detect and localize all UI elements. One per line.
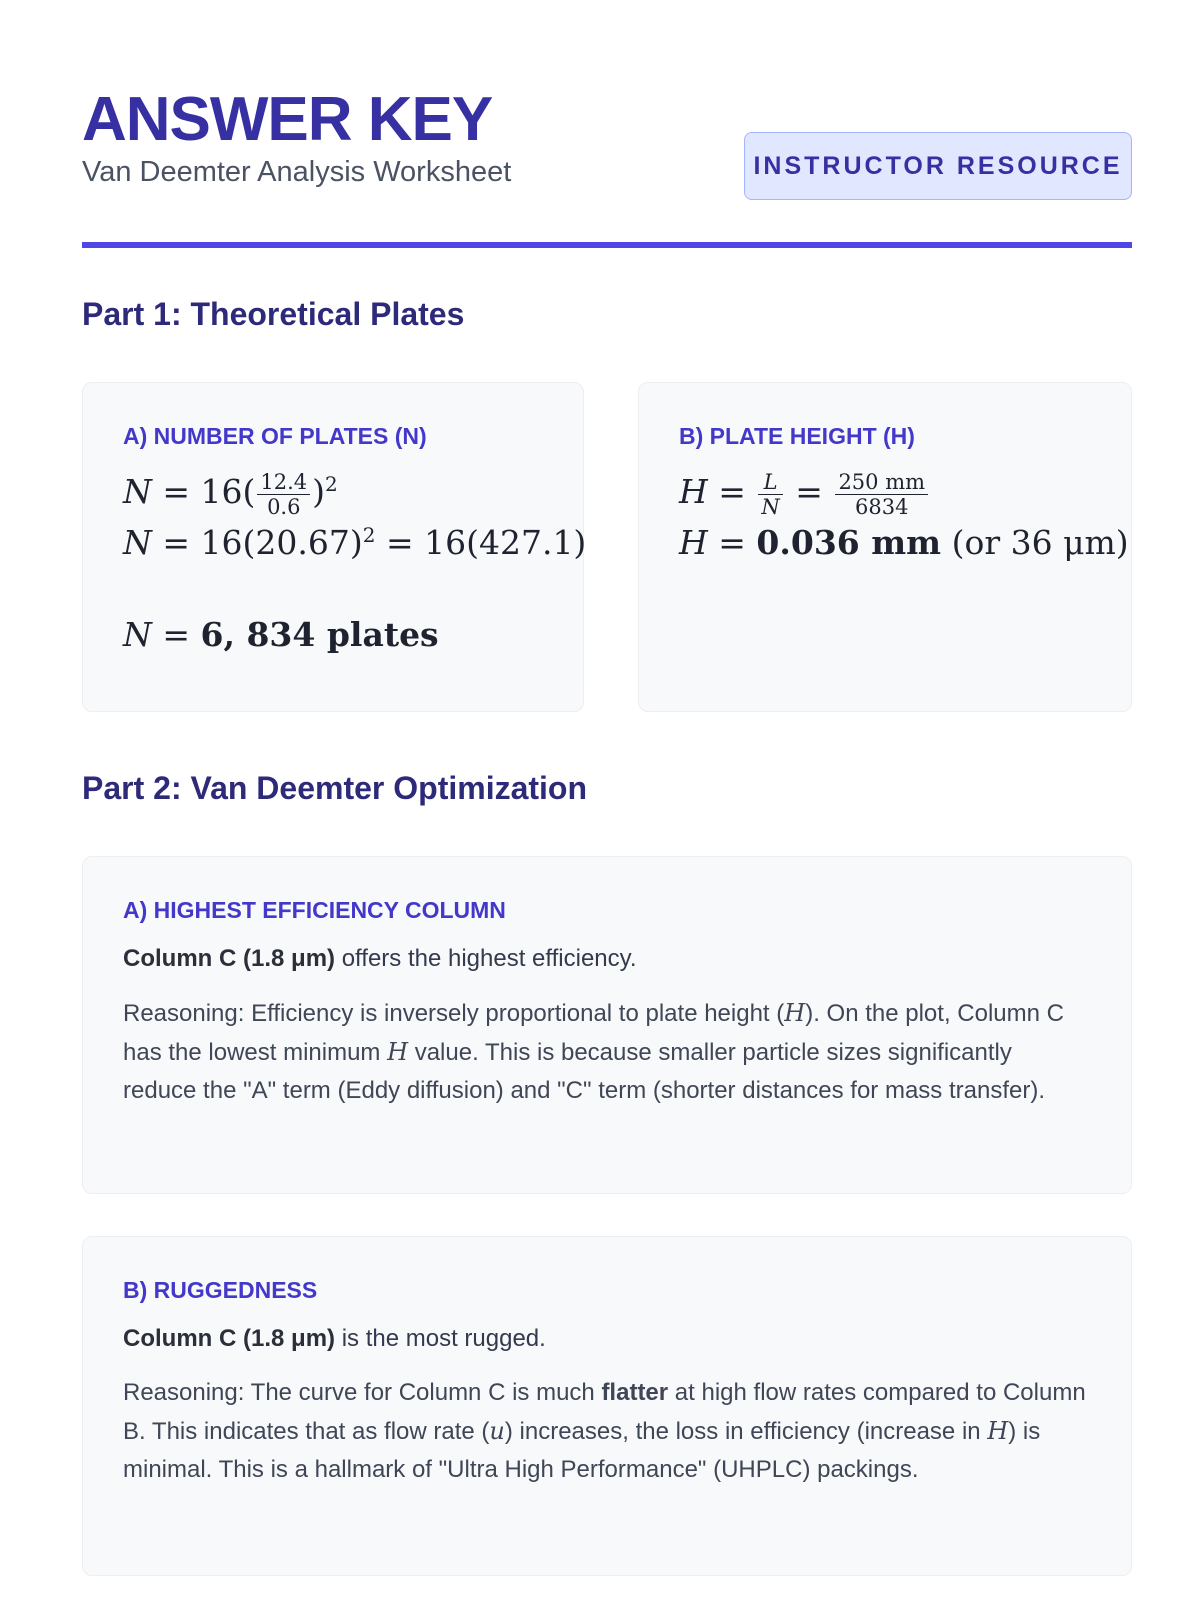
card-label: A) NUMBER OF PLATES (N) [123,423,427,449]
reasoning-text: Reasoning: The curve for Column C is much flatter at high flow rates compared to Column B. This indicates that as flow rate (u) increases, the loss in efficiency (increase in H) is minimal. This is a hallmark of "Ultra High Performance" (UHPLC) packings. [123,1379,1086,1483]
page-subtitle: Van Deemter Analysis Worksheet [82,156,512,188]
equation-line-1: N = 16( $\frac{12.4}{0.6}$ )$^2$ [123,469,338,519]
fraction: $\frac{L}{N}$ [758,470,782,519]
instructor-resource-badge: INSTRUCTOR RESOURCE [744,132,1132,200]
equation-result: H = 0.036 mm (or 36 μm) [679,522,1129,562]
equation-result: N = 6, 834 plates [123,614,439,654]
header [82,80,1132,250]
answer-statement: Column C (1.8 μm) is the most rugged. [123,1325,546,1352]
part1-title: Part 1: Theoretical Plates [82,296,465,332]
card-number-of-plates [82,382,587,712]
reasoning-text: Reasoning: Efficiency is inversely proportional to plate height (H). On the plot, Column C has the lowest minimum H value. This is because smaller particle sizes significantly reduce the "A" term (Eddy diffusion) and "C" term (shorter distances for mass transfer). [123,999,1064,1104]
card-label: A) HIGHEST EFFICIENCY COLUMN [123,897,506,923]
card-label: B) PLATE HEIGHT (H) [679,423,915,449]
card-label: B) RUGGEDNESS [123,1277,318,1303]
card-plate-height [638,382,1132,712]
height-result: 0.036 mm [756,522,942,562]
card-highest-efficiency [82,856,1132,1194]
part2-title: Part 2: Van Deemter Optimization [82,770,588,806]
fraction: $\frac{12.4}{0.6}$ [257,470,310,519]
page-title: ANSWER KEY [82,85,493,154]
card-ruggedness [82,1236,1132,1576]
fraction: $\frac{250 mm}{6834}$ [835,470,928,519]
answer-statement: Column C (1.8 μm) offers the highest efficiency. [123,945,637,972]
header-divider [82,242,1132,248]
plates-result: 6, 834 plates [200,614,439,654]
equation-line-2: $N = 16(20.67)^2 = 16(427.1)$ [123,522,587,562]
equation-line-1: H = $\frac{L}{N}$ = $\frac{250 mm}{6834}$ [679,468,1091,519]
